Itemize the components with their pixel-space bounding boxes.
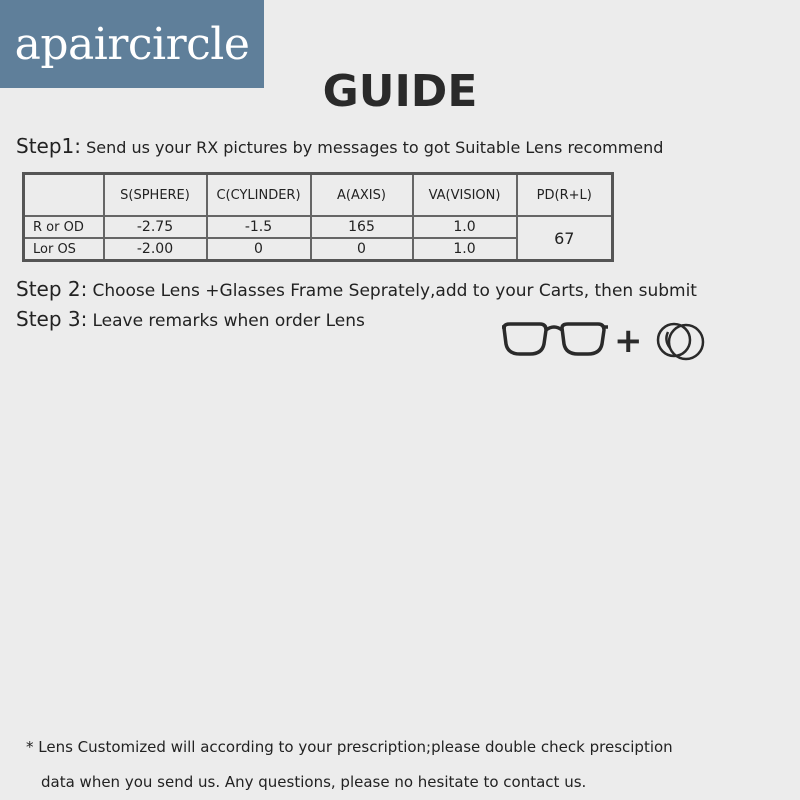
header-cylinder: C(CYLINDER): [207, 174, 311, 217]
os-vision: 1.0: [413, 238, 517, 261]
brand-name: apaircircle: [14, 18, 250, 70]
step-3-text: Leave remarks when order Lens: [92, 311, 365, 331]
step-3: [16, 307, 365, 331]
os-axis: 0: [311, 238, 413, 261]
step-3-label: Step 3:: [16, 307, 88, 331]
step-1: [16, 134, 663, 158]
header-vision: VA(VISION): [413, 174, 517, 217]
note-line-2: data when you send us. Any questions, please no hesitate to contact us.: [41, 773, 587, 791]
step-2: [16, 277, 697, 301]
glasses-icon: [502, 324, 608, 354]
os-sphere: -2.00: [104, 238, 207, 261]
od-axis: 165: [311, 216, 413, 238]
os-cylinder: 0: [207, 238, 311, 261]
step-1-label: Step1:: [16, 134, 81, 158]
page-title: GUIDE: [322, 66, 478, 117]
header-axis: A(AXIS): [311, 174, 413, 217]
step-2-label: Step 2:: [16, 277, 88, 301]
lens-icon: [658, 324, 703, 359]
header-corner: [24, 174, 104, 217]
glasses-plus-lens-illustration: [500, 318, 710, 364]
plus-sign: +: [614, 321, 643, 361]
header-pd: PD(R+L): [517, 174, 613, 217]
od-vision: 1.0: [413, 216, 517, 238]
table-header-row: [24, 174, 613, 217]
prescription-note: [26, 730, 673, 800]
row-label-od: R or OD: [24, 216, 104, 238]
od-sphere: -2.75: [104, 216, 207, 238]
pd-value: 67: [517, 216, 613, 261]
od-cylinder: -1.5: [207, 216, 311, 238]
step-1-text: Send us your RX pictures by messages to got Suitable Lens recommend: [86, 138, 664, 157]
note-line-1: * Lens Customized will according to your prescription;please double check presciption: [26, 738, 673, 756]
header-sphere: S(SPHERE): [104, 174, 207, 217]
step-2-text: Choose Lens +Glasses Frame Seprately,add to your Carts, then submit: [92, 281, 697, 301]
table-row-right-eye: [24, 216, 613, 238]
row-label-os: Lor OS: [24, 238, 104, 261]
prescription-table: [22, 172, 614, 262]
